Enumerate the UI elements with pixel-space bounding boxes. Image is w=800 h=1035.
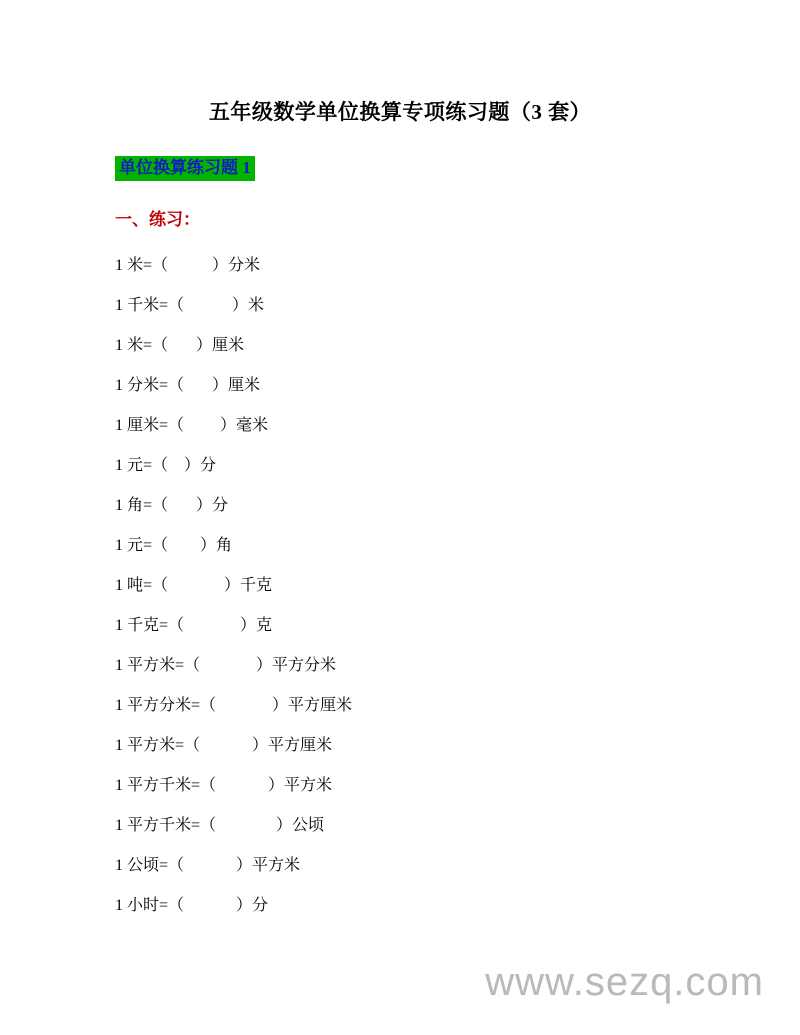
list-item: 1 米=（ ）厘米 <box>115 336 245 354</box>
list-item: 1 角=（ ）分 <box>115 496 229 514</box>
list-item: 1 千米=（ ）米 <box>115 296 265 314</box>
sub-heading: 一、练习： <box>115 209 200 229</box>
list-item: 1 平方米=（ ）平方厘米 <box>115 736 333 754</box>
list-item: 1 元=（ ）分 <box>115 456 217 474</box>
list-item: 1 厘米=（ ）毫米 <box>115 416 269 434</box>
list-item: 1 分米=（ ）厘米 <box>115 376 261 394</box>
page-title: 五年级数学单位换算专项练习题（3 套） <box>208 100 592 124</box>
section-heading: 单位换算练习题 1 <box>115 156 255 181</box>
list-item: 1 平方米=（ ）平方分米 <box>115 656 337 674</box>
section-heading-container <box>0 156 800 181</box>
list-item: 1 小时=（ ）分 <box>115 896 269 914</box>
list-item: 1 吨=（ ）千克 <box>115 576 273 594</box>
list-item: 1 米=（ ）分米 <box>115 256 261 274</box>
list-item: 1 元=（ ）角 <box>115 536 233 554</box>
list-item: 1 千克=（ ）克 <box>115 616 273 634</box>
list-item: 1 平方分米=（ ）平方厘米 <box>115 696 353 714</box>
question-list <box>0 246 800 926</box>
watermark: www.sezq.com <box>485 960 764 1004</box>
list-item: 1 平方千米=（ ）平方米 <box>115 776 333 794</box>
list-item: 1 公顷=（ ）平方米 <box>115 856 301 874</box>
list-item: 1 平方千米=（ ）公顷 <box>115 816 325 834</box>
